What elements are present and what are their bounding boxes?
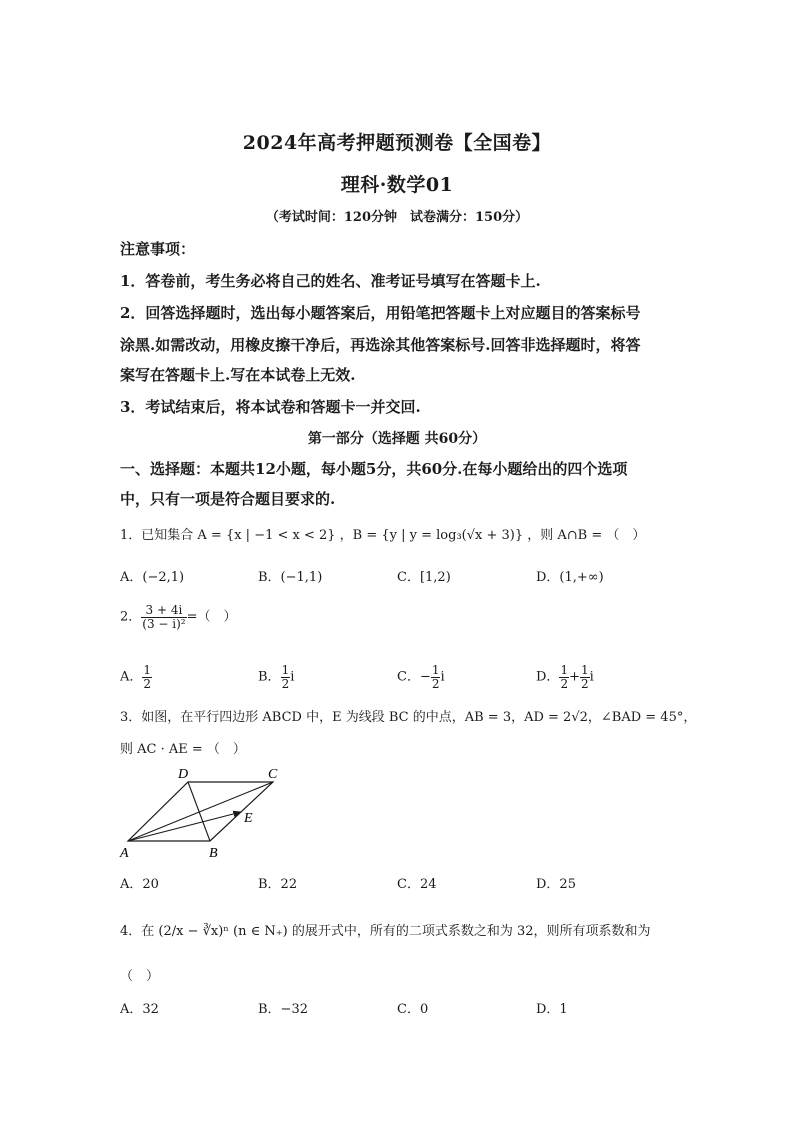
question-1-option-a: A．(−2,1): [120, 570, 185, 585]
vector-ae: [128, 812, 241, 841]
note-item-3: 3．考试结束后，将本试卷和答题卡一并交回.: [120, 398, 421, 416]
question-2-stem: [120, 604, 237, 630]
question-3-option-c: C．24: [397, 877, 437, 892]
option-fraction-1: [559, 664, 569, 690]
option-fraction: [281, 664, 291, 690]
question-4-option-a: A．32: [120, 1002, 159, 1017]
fraction-numerator: 1: [143, 663, 152, 677]
option-label: B．: [258, 669, 281, 685]
segment-db: [188, 782, 210, 841]
option-fraction: [142, 664, 152, 690]
option-label: A．: [120, 669, 143, 685]
fraction-numerator: 1: [560, 663, 569, 677]
fraction-denominator: 2: [431, 676, 440, 691]
question-2-fraction: [141, 604, 186, 630]
question-2-suffix: =（ ）: [186, 609, 237, 625]
fraction-numerator: 1: [580, 663, 589, 677]
question-2-prefix: 2．: [120, 609, 142, 625]
option-label: C．−: [397, 669, 431, 685]
part1-intro-line-2: 中，只有一项是符合题目要求的.: [120, 490, 336, 508]
question-4-option-b: B．−32: [258, 1002, 308, 1017]
question-1-option-d: D．(1,+∞): [536, 570, 604, 585]
question-1-stem: 1．已知集合 A = {x | −1 < x < 2} ，B = {y | y = log₃(√x + 3)} ，则 A∩B = （ ）: [120, 528, 646, 543]
note-item-2-line-1: 2．回答选择题时，选出每小题答案后，用铅笔把答题卡上对应题目的答案标号: [120, 304, 641, 322]
question-2-denominator: (3 − i)²: [142, 616, 186, 631]
question-3-option-d: D．25: [536, 877, 576, 892]
question-4-paren: （ ）: [120, 969, 160, 984]
point-label-e: E: [244, 811, 253, 826]
option-label: D．: [536, 669, 560, 685]
fraction-denominator: 2: [281, 676, 290, 691]
imaginary-unit: i: [589, 669, 594, 685]
fraction-denominator: 2: [143, 676, 152, 691]
fraction-numerator: 1: [281, 663, 290, 677]
question-2-option-d: [536, 664, 594, 690]
exam-info: （考试时间：120分钟 试卷满分：150分）: [265, 210, 529, 225]
question-4-stem: 4．在 (2/x − ∛x)ⁿ (n ∈ N₊) 的展开式中，所有的二项式系数之和为 32，则所有项系数和为: [120, 924, 651, 939]
question-3-option-b: B．22: [258, 877, 298, 892]
note-item-1: 1．答卷前，考生务必将自己的姓名、准考证号填写在答题卡上.: [120, 272, 541, 290]
question-1-option-c: C．[1,2): [397, 570, 451, 585]
note-item-2-line-2: 涂黑.如需改动，用橡皮擦干净后，再选涂其他答案标号.回答非选择题时，将答: [120, 336, 641, 354]
notes-heading: 注意事项：: [120, 240, 196, 258]
question-3-option-a: A．20: [120, 877, 159, 892]
imaginary-unit: i: [440, 669, 445, 685]
fraction-numerator: 1: [431, 663, 440, 677]
point-label-c: C: [268, 767, 278, 782]
option-fraction-2: [580, 664, 590, 690]
point-label-b: B: [209, 846, 218, 861]
question-3-stem-line-2: 则 AC · AE = （ ）: [120, 742, 246, 757]
question-2-option-b: [258, 664, 294, 690]
question-4-option-c: C．0: [397, 1002, 429, 1017]
question-3-stem-line-1: 3．如图，在平行四边形 ABCD 中，E 为线段 BC 的中点，AB = 3，AD = 2√2，∠BAD = 45°，: [120, 710, 697, 725]
note-item-2-line-3: 案写在答题卡上.写在本试卷上无效.: [120, 366, 356, 384]
question-2-option-c: [397, 664, 445, 690]
part1-intro-line-1: 一、选择题：本题共12小题，每小题5分，共60分.在每小题给出的四个选项: [120, 460, 628, 478]
imaginary-unit: i: [290, 669, 295, 685]
question-1-option-b: B．(−1,1): [258, 570, 323, 585]
exam-subtitle: 理科·数学01: [340, 174, 454, 196]
plus-sign: +: [569, 669, 580, 685]
fraction-denominator: 2: [580, 676, 589, 691]
question-2-numerator: 3 + 4i: [141, 604, 186, 618]
parallelogram-figure: [116, 764, 316, 864]
point-label-a: A: [120, 846, 129, 861]
question-4-option-d: D．1: [536, 1002, 568, 1017]
exam-title: 2024年高考押题预测卷【全国卷】: [242, 132, 552, 154]
point-label-d: D: [178, 767, 189, 782]
part1-heading: 第一部分（选择题 共60分）: [307, 431, 487, 447]
question-2-option-a: [120, 664, 152, 690]
fraction-denominator: 2: [560, 676, 569, 691]
